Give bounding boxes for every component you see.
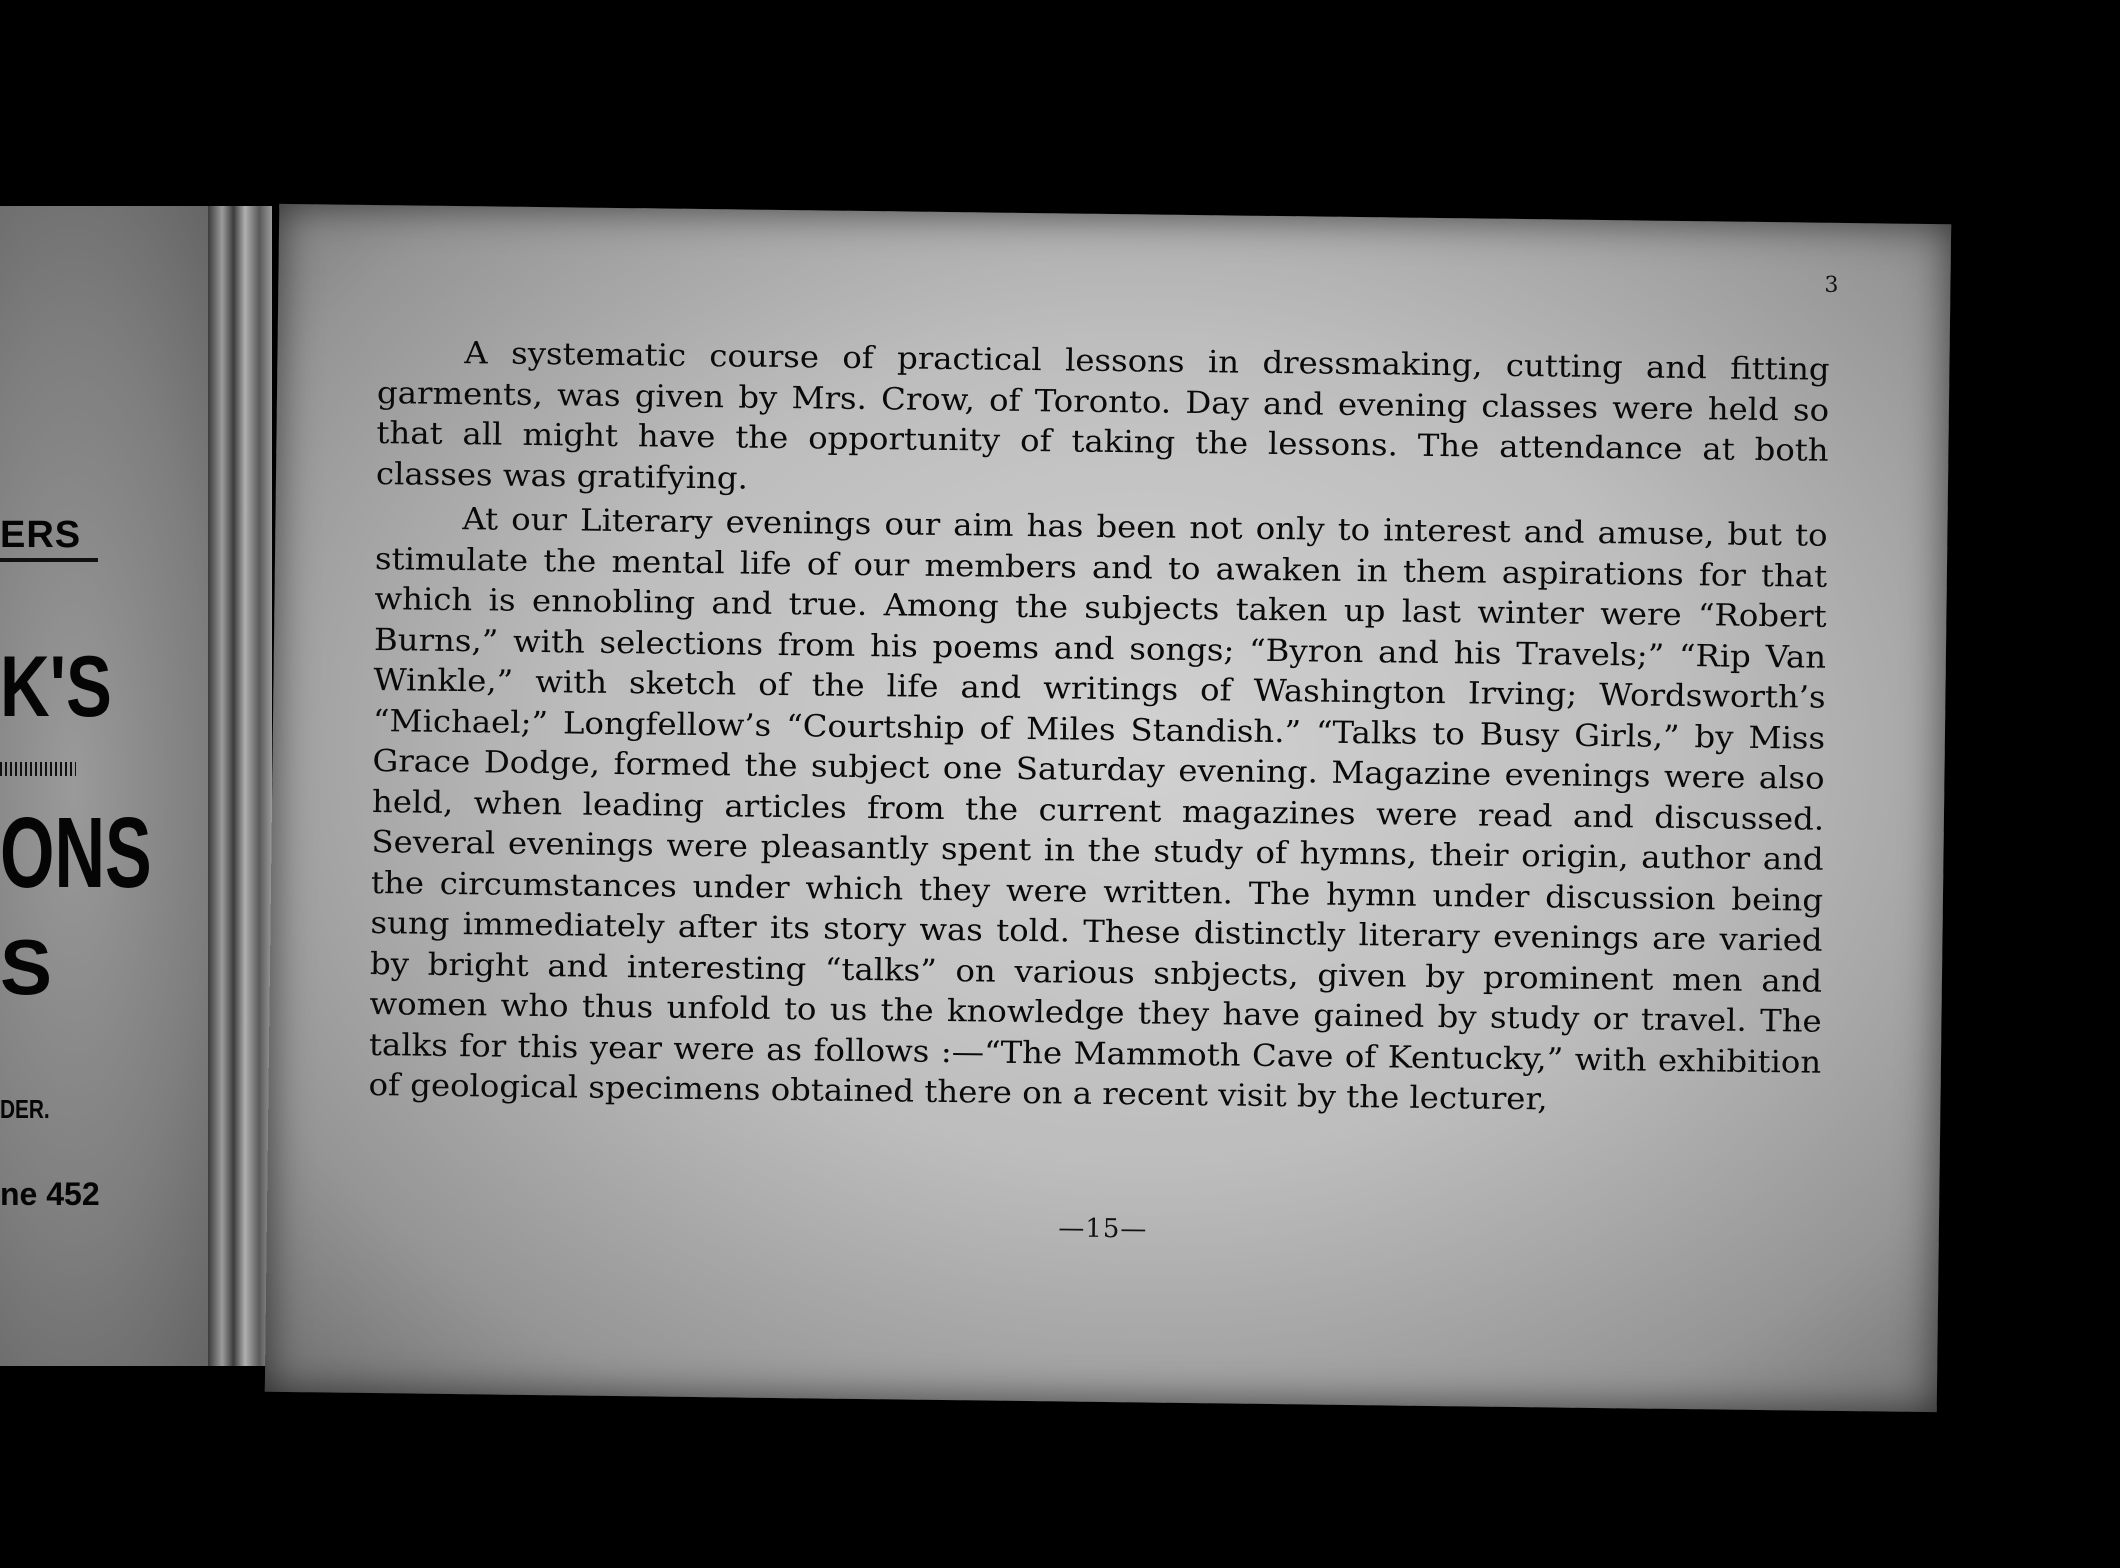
heading-rule	[0, 558, 98, 562]
book-gutter	[208, 206, 272, 1366]
paragraph-literary-evenings: At our Literary evenings our aim has been not only to interest and amuse, but to stimulate the mental life of our members and to awaken in them aspirations for that which is ennobling and true. Among the subjects taken up last winter were “Robert Burns,” with selections from his poems and songs; “Byron and his Travels;” “Rip Van Winkle,” with sketch of the life and writings of Washington Irving; Wordsworth’s “Michael;” Longfellow’s “Courtship of Miles Standish.” “Talks to Busy Girls,” by Miss Grace Dodge, formed the subject one Saturday evening. Magazine evenings were also held, when leading articles from the current magazines were read and discussed. Several evenings were pleasantly spent in the study of hymns, their origin, author and the circumstances under which they were written. The hymn under discussion being sung immediately after its story was told. These distinctly literary evenings are varied by bright and interesting “talks” on various snbjects, given by prominent men and women who thus unfold to us the knowledge they have gained by study or travel. The talks for this year were as follows :—“The Mammoth Cave of Kentucky,” with exhibition of geological specimens obtained there on a recent visit by the lecturer,	[368, 502, 1828, 1118]
page-number: —15—	[1058, 1213, 1148, 1245]
previous-page-title-fragment-3: S	[0, 923, 53, 1011]
document-page	[265, 204, 1951, 1412]
previous-page-title-fragment-2: ONS	[0, 797, 152, 909]
previous-page-phone-fragment: ne 452	[0, 1176, 100, 1212]
previous-page-text-fragment: DER.	[0, 1094, 50, 1124]
page-corner-mark: 3	[1824, 272, 1839, 298]
body-text	[368, 333, 1829, 1124]
previous-page-heading-fragment: ERS	[0, 514, 82, 556]
paragraph-dressmaking: A systematic course of practical lessons in dressmaking, cutting and fitting garments, was given by Mrs. Crow, of Toronto. Day and evening classes were held so that all might have the opportunity of taking the lessons. The attendance at both classes was gratifying.	[375, 336, 1830, 497]
decorative-hatch-rule	[0, 762, 76, 776]
previous-page-title-fragment: K'S	[0, 639, 112, 735]
